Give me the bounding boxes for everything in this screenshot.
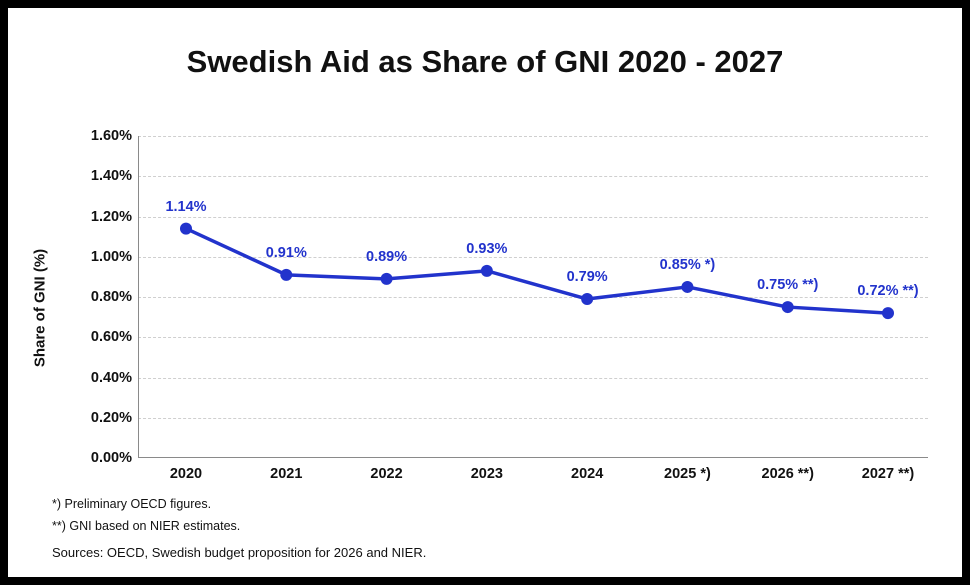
data-point-marker <box>581 293 593 305</box>
footnote-nier: **) GNI based on NIER estimates. <box>52 519 241 533</box>
x-tick-label: 2027 **) <box>861 466 915 482</box>
chart-page <box>8 8 962 577</box>
y-tick-label: 0.80% <box>90 289 132 305</box>
y-tick-label: 0.20% <box>90 409 132 426</box>
y-axis-label: Share of GNI (%) <box>31 248 49 368</box>
data-point-label: 0.91% <box>265 244 307 261</box>
x-tick-label: 2026 **) <box>761 466 814 482</box>
x-tick-label: 2020 <box>169 466 203 482</box>
data-point-label: 0.89% <box>366 248 408 265</box>
y-tick-label: 0.00% <box>90 450 132 466</box>
x-tick-label: 2023 <box>470 466 503 482</box>
series-line <box>138 136 928 458</box>
data-point-label: 0.79% <box>566 269 608 285</box>
y-tick-label: 0.40% <box>90 369 132 386</box>
plot-area <box>90 128 928 482</box>
data-point-marker <box>180 223 192 235</box>
data-point-marker <box>882 307 894 319</box>
y-tick-label: 1.60% <box>90 128 132 144</box>
sources-note: Sources: OECD, Swedish budget proposition for 2026 and NIER. <box>52 545 427 560</box>
x-tick-label: 2021 <box>270 466 303 482</box>
x-tick-label: 2025 *) <box>664 466 711 482</box>
data-point-label: 0.75% **) <box>757 277 819 294</box>
y-tick-label: 1.00% <box>90 248 132 265</box>
data-point-marker <box>681 281 693 293</box>
data-point-label: 0.93% <box>466 240 508 257</box>
x-tick-label: 2024 <box>571 466 604 482</box>
y-tick-label: 1.20% <box>90 208 132 225</box>
data-point-label: 0.85% *) <box>659 256 716 273</box>
chart-title: Swedish Aid as Share of GNI 2020 - 2027 <box>186 44 784 79</box>
data-point-marker <box>381 273 393 285</box>
data-point-label: 0.72% **) <box>857 283 919 300</box>
footnote-preliminary: *) Preliminary OECD figures. <box>52 497 212 511</box>
data-point-label: 1.14% <box>165 198 207 215</box>
x-tick-label: 2022 <box>370 466 403 482</box>
y-tick-label: 0.60% <box>90 329 132 346</box>
data-point-marker <box>782 301 794 313</box>
y-tick-label: 1.40% <box>90 168 132 185</box>
data-point-marker <box>481 265 493 277</box>
data-point-marker <box>280 269 292 281</box>
